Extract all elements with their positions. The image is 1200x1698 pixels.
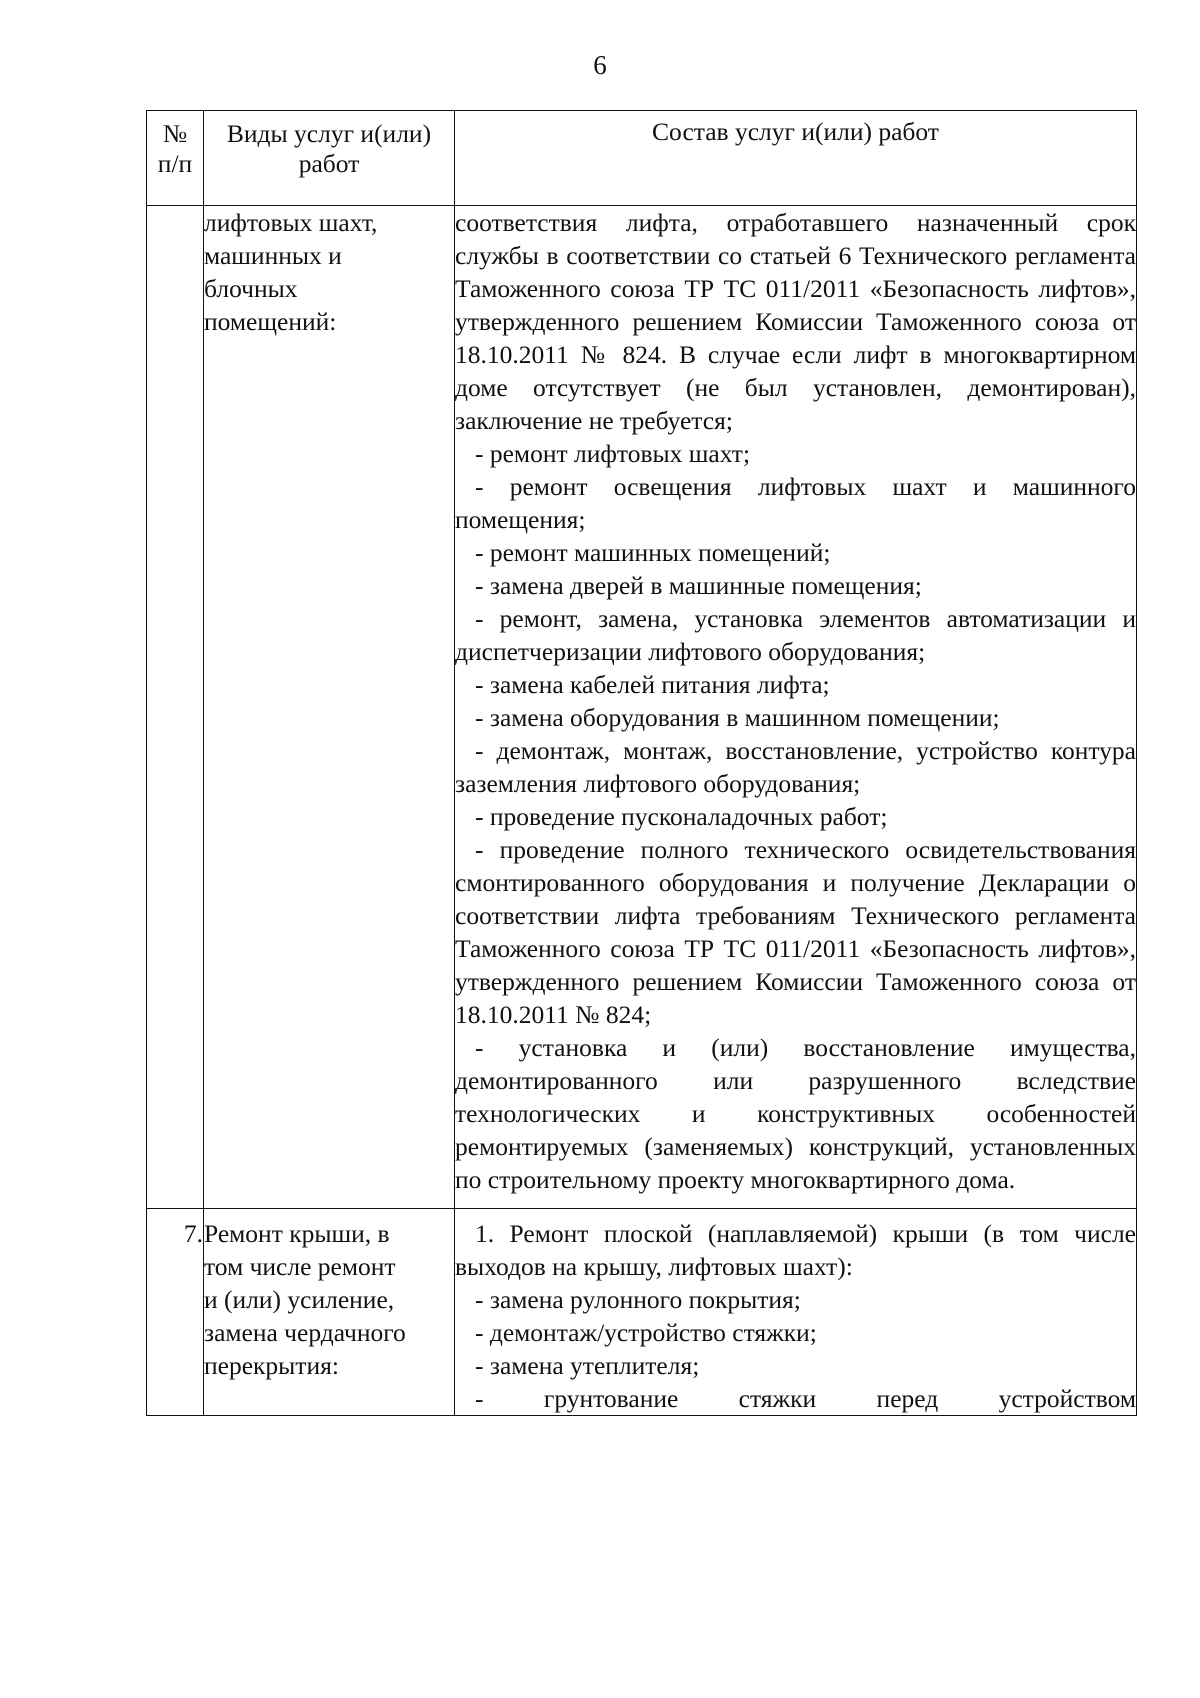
composition-item: - замена дверей в машинные помещения;	[475, 571, 922, 600]
row-number	[147, 206, 204, 1209]
composition-item: - грунтование стяжки перед устройством	[475, 1384, 1136, 1413]
composition-item: - установка и (или) восстановление имущества, демонтированного или разрушенного вследствие технологических и конструктивных особенностей ремонтируемых (заменяемых) конструкций, установленных по строительному проекту многоквартирного дома.	[455, 1033, 1136, 1194]
header-number-line: п/п	[157, 149, 193, 178]
composition-item: - замена кабелей питания лифта;	[475, 670, 830, 699]
composition-item: - замена утеплителя;	[475, 1351, 700, 1380]
kind-line: том числе ремонт	[204, 1252, 396, 1281]
kind-line: лифтовых шахт,	[204, 208, 378, 237]
kind-line: и (или) усиление,	[204, 1285, 395, 1314]
kind-line: замена чердачного	[204, 1318, 406, 1347]
header-kind-line: Виды услуг и(или)	[226, 119, 432, 148]
row-composition	[455, 1209, 1137, 1416]
kind-line: Ремонт крыши, в	[204, 1219, 390, 1248]
composition-item: - ремонт освещения лифтовых шахт и машинного помещения;	[455, 472, 1136, 534]
page-number: 6	[593, 50, 607, 80]
composition-item: - проведение пусконаладочных работ;	[475, 802, 888, 831]
header-number-line: №	[162, 119, 188, 148]
row-kind	[204, 1209, 455, 1416]
kind-line: перекрытия:	[204, 1351, 339, 1380]
kind-line: помещений:	[204, 307, 337, 336]
composition-item: - демонтаж/устройство стяжки;	[475, 1318, 817, 1347]
table-row	[147, 1209, 1137, 1416]
table-row	[147, 206, 1137, 1209]
header-number	[147, 111, 204, 206]
composition-item: - ремонт лифтовых шахт;	[475, 439, 751, 468]
composition-item: - замена рулонного покрытия;	[475, 1285, 801, 1314]
composition-item: - ремонт, замена, установка элементов автоматизации и диспетчеризации лифтового оборудования;	[455, 604, 1136, 666]
header-composition: Состав услуг и(или) работ	[455, 111, 1137, 206]
kind-line: блочных	[204, 274, 298, 303]
row-composition	[455, 206, 1137, 1209]
composition-paragraph: соответствия лифта, отработавшего назначенный срок службы в соответствии со статьей 6 Технического регламента Таможенного союза ТР ТС 011/2011 «Безопасность лифтов», утвержденного решением Комиссии Таможенного союза от 18.10.2011 № 824. В случае если лифт в многоквартирном доме отсутствует (не был установлен, демонтирован), заключение не требуется;	[455, 208, 1136, 435]
row-kind	[204, 206, 455, 1209]
kind-line: машинных и	[204, 241, 342, 270]
composition-item: - ремонт машинных помещений;	[475, 538, 831, 567]
composition-item: - проведение полного технического освидетельствования смонтированного оборудования и получение Декларации о соответствии лифта требованиям Технического регламента Таможенного союза ТР ТС 011/2011 «Безопасность лифтов», утвержденного решением Комиссии Таможенного союза от 18.10.2011 № 824;	[455, 835, 1136, 1029]
composition-item: - замена оборудования в машинном помещении;	[475, 703, 1000, 732]
works-table	[146, 110, 1137, 1416]
table-header-row	[147, 111, 1137, 206]
composition-item: 1. Ремонт плоской (наплавляемой) крыши (в том числе выходов на крышу, лифтовых шахт):	[455, 1219, 1136, 1281]
row-number: 7.	[147, 1209, 204, 1416]
composition-item: - демонтаж, монтаж, восстановление, устройство контура заземления лифтового оборудования;	[455, 736, 1136, 798]
header-kind-line: работ	[298, 149, 360, 178]
header-kind	[204, 111, 455, 206]
